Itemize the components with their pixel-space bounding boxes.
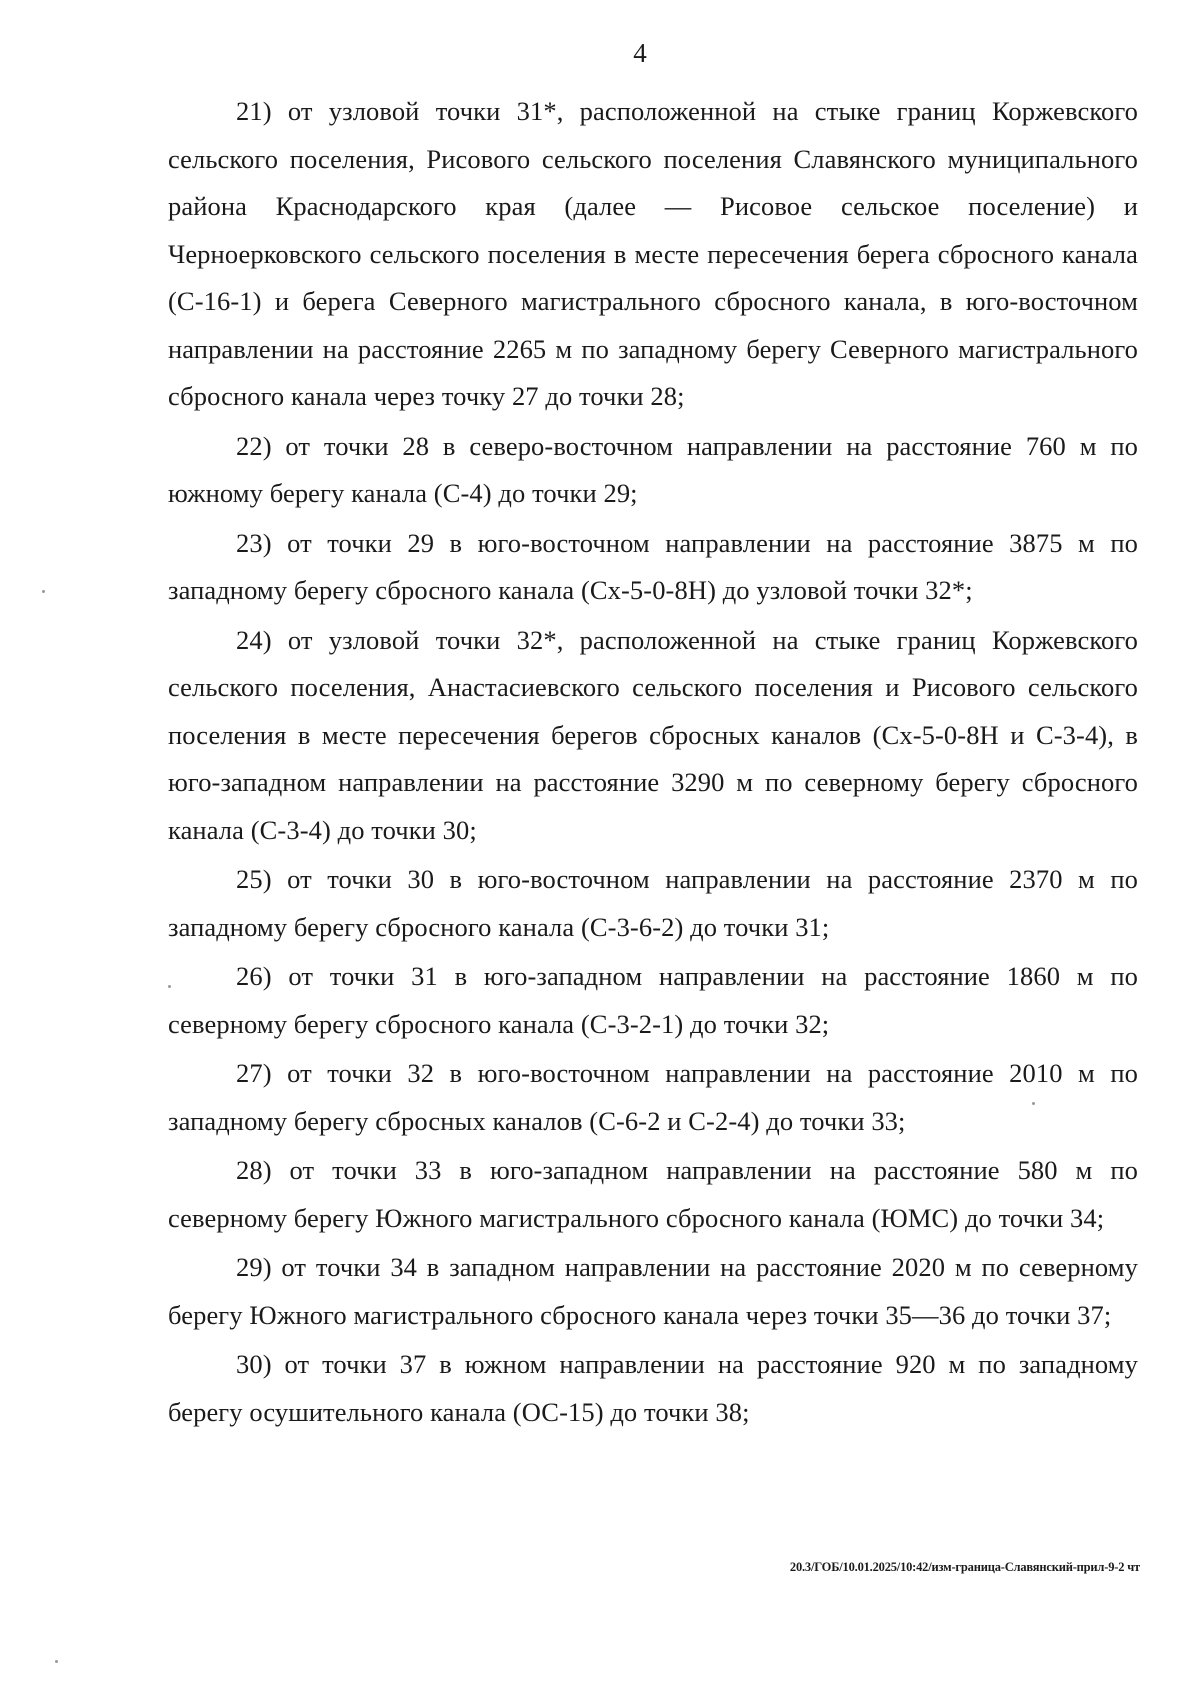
paragraph-21: 21) от узловой точки 31*, расположенной на стыке границ Коржевского сельского поселения, Рисового сельского поселения Славянского муниципального района Краснодарского края (далее — Рисовое сельское поселение) и Черноерковского сельского поселения в месте пересечения берега сбросного канала (С-16-1) и берега Северного магистрального сбросного канала, в юго-восточном направлении на расстояние 2265 м по западному берегу Северного магистрального сбросного канала через точку 27 до точки 28; — [168, 96, 1138, 411]
paragraph-22: 22) от точки 28 в северо-восточном направлении на расстояние 760 м по южному берегу канала (С-4) до точки 29; — [168, 430, 1138, 508]
paragraph-25: 25) от точки 30 в юго-восточном направлении на расстояние 2370 м по западному берегу сбросного канала (С-3-6-2) до точки 31; — [168, 864, 1138, 942]
paragraph-26: 26) от точки 31 в юго-западном направлении на расстояние 1860 м по северному берегу сбросного канала (С-3-2-1) до точки 32; — [168, 961, 1138, 1039]
scan-speck — [55, 1660, 58, 1663]
scan-speck — [168, 985, 171, 988]
paragraph-30: 30) от точки 37 в южном направлении на расстояние 920 м по западному берегу осушительного канала (ОС-15) до точки 38; — [168, 1349, 1138, 1427]
paragraph-27: 27) от точки 32 в юго-восточном направлении на расстояние 2010 м по западному берегу сбросных каналов (С-6-2 и С-2-4) до точки 33; — [168, 1058, 1138, 1136]
document-footer-code: 20.3/ГОБ/10.01.2025/10:42/изм-граница-Славянский-прил-9-2 чт — [789, 1560, 1140, 1574]
page-number: 4 — [633, 38, 647, 68]
scan-speck — [1032, 1102, 1035, 1105]
scan-speck — [42, 590, 45, 593]
document-body — [168, 88, 1138, 1438]
paragraph-23: 23) от точки 29 в юго-восточном направлении на расстояние 3875 м по западному берегу сбросного канала (Сх-5-0-8Н) до узловой точки 32*; — [168, 527, 1138, 605]
paragraph-24: 24) от узловой точки 32*, расположенной на стыке границ Коржевского сельского поселения, Анастасиевского сельского поселения и Рисового сельского поселения в месте пересечения берегов сбросных каналов (Сх-5-0-8Н и С-3-4), в юго-западном направлении на расстояние 3290 м по северному берегу сбросного канала (С-3-4) до точки 30; — [168, 624, 1138, 845]
paragraph-29: 29) от точки 34 в западном направлении на расстояние 2020 м по северному берегу Южного магистрального сбросного канала через точки 35—36 до точки 37; — [168, 1252, 1138, 1330]
paragraph-28: 28) от точки 33 в юго-западном направлении на расстояние 580 м по северному берегу Южного магистрального сбросного канала (ЮМС) до точки 34; — [168, 1155, 1138, 1233]
